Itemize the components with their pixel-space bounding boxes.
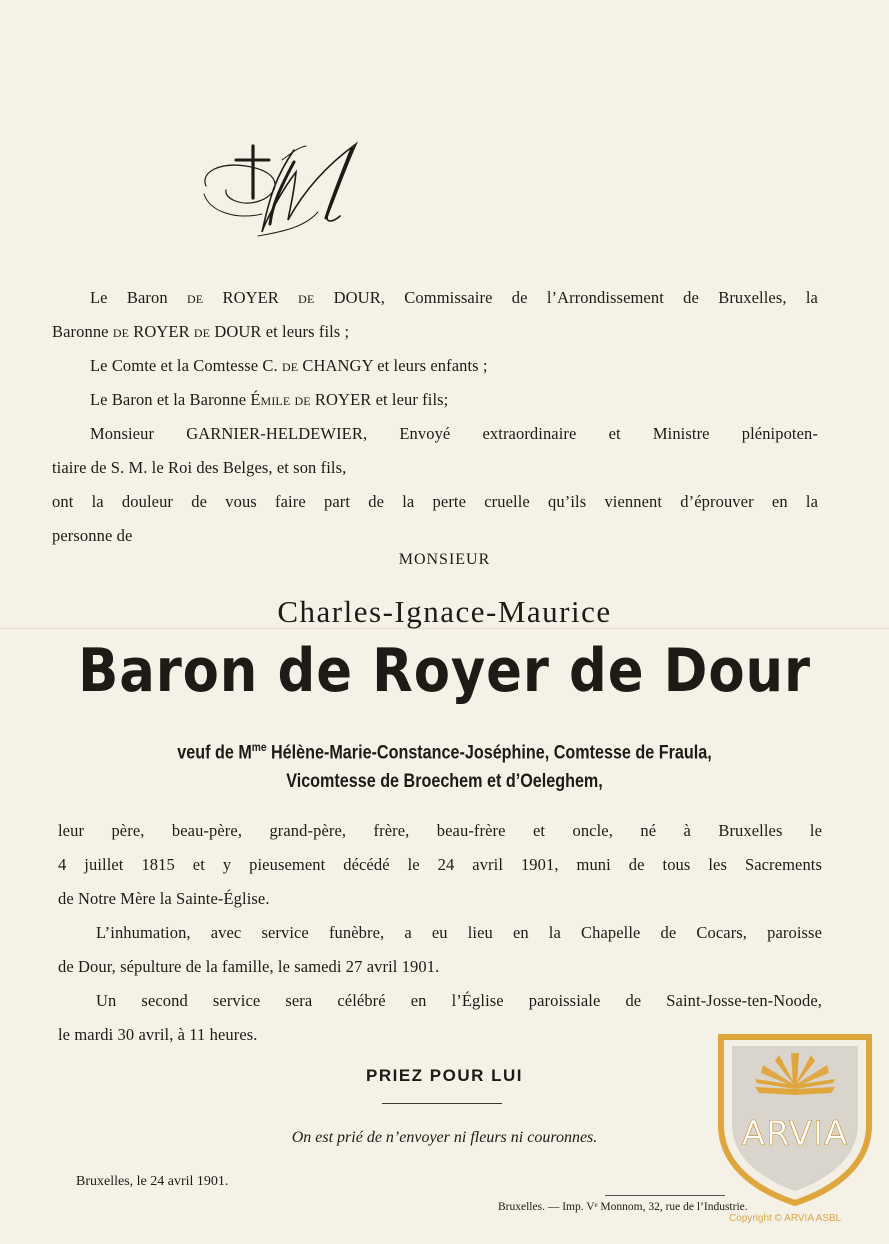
body-line-7: le mardi 30 avril, à 11 heures. — [58, 1025, 258, 1044]
printer-imprint: Bruxelles. — Imp. Vᵉ Monnom, 32, rue de l’Industrie. — [498, 1201, 748, 1213]
deceased-name: Baron de Royer de Dour — [78, 636, 811, 706]
body-line-2: 4 juillet 1815 et y pieusement décédé le 24 avril 1901, muni de tous les Sacrements — [58, 855, 822, 874]
body-line-4: L’inhumation, avec service funèbre, a eu lieu en la Chapelle de Cocars, paroisse — [96, 923, 822, 942]
copyright-notice: Copyright © ARVIA ASBL — [729, 1213, 842, 1224]
printer-divider — [605, 1195, 725, 1196]
family-line-6: tiaire de S. M. le Roi des Belges, et son fils, — [52, 458, 347, 477]
announcement-families — [52, 281, 818, 553]
arvia-logo-text: ARVIA — [741, 1114, 849, 1154]
arvia-logo-icon — [711, 1029, 879, 1207]
announcement-body — [58, 814, 822, 1052]
family-line-5: Monsieur GARNIER-HELDEWIER, Envoyé extraordinaire et Ministre plénipoten- — [90, 424, 818, 443]
family-line-2: Baronne de ROYER de DOUR et leurs fils ; — [52, 322, 350, 341]
family-line-3: Le Comte et la Comtesse C. de CHANGY et leurs enfants ; — [90, 356, 488, 375]
family-line-8: personne de — [52, 526, 133, 545]
given-names: Charles-Ignace-Maurice — [277, 594, 612, 629]
body-line-1: leur père, beau-père, grand-père, frère, beau-frère et oncle, né à Bruxelles le — [58, 821, 822, 840]
divider — [382, 1103, 502, 1104]
no-flowers-note: On est prié de n’envoyer ni fleurs ni couronnes. — [291, 1129, 598, 1146]
cross-monogram-icon — [196, 136, 366, 240]
body-line-6: Un second service sera célébré en l’Église paroissiale de Saint-Josse-ten-Noode, — [96, 991, 822, 1010]
family-line-4: Le Baron et la Baronne Émile de ROYER et leur fils; — [90, 390, 449, 409]
widow-of: veuf de $M^{me}$ Hélène-Marie-Constance-Joséphine, Comtesse de Fraula, Vicomtesse de Broechem et d’Oeleghem, — [177, 740, 712, 793]
family-line-7: ont la douleur de vous faire part de la perte cruelle qu’ils viennent d’éprouver en la — [52, 492, 818, 511]
family-line-1: Le Baron de ROYER de DOUR, Commissaire de l’Arrondissement de Bruxelles, la — [90, 288, 818, 307]
body-line-3: de Notre Mère la Sainte-Église. — [58, 889, 270, 908]
honorific: MONSIEUR — [398, 551, 491, 568]
prayer-request: PRIEZ POUR LUI — [365, 1066, 523, 1085]
body-line-5: de Dour, sépulture de la famille, le samedi 27 avril 1901. — [58, 957, 440, 976]
dateline: Bruxelles, le 24 avril 1901. — [76, 1174, 229, 1189]
